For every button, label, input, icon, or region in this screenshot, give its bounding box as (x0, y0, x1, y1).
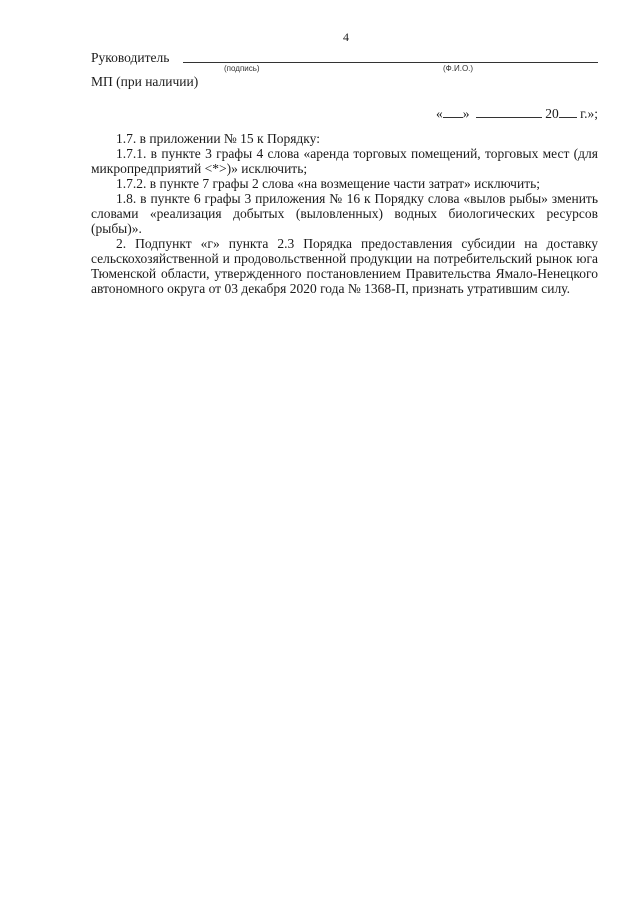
paragraph-2: 2. Подпункт «г» пункта 2.3 Порядка предоставления субсидии на доставку сельскохозяйственной и продовольственной продукции на потребительский рынок юга Тюменской области, утвержденного постановлением Правительства Ямало-Ненецкого автономного округа от 03 декабря 2020 года № 1368-П, признать утратившим силу. (91, 236, 598, 296)
paragraph-1-7: 1.7. в приложении № 15 к Порядку: (116, 131, 320, 146)
paragraph-1-7-2: 1.7.2. в пункте 7 графы 2 слова «на возмещение части затрат» исключить; (116, 176, 540, 191)
close-quote: » (462, 106, 470, 121)
date-suffix: г.»; (580, 106, 598, 121)
body-text (91, 131, 598, 296)
month-blank (476, 105, 542, 118)
page-number: 4 (343, 30, 349, 44)
signature-line (183, 62, 598, 63)
full-name-caption: (Ф.И.О.) (443, 64, 474, 73)
year-blank (559, 105, 577, 118)
seal-label: МП (при наличии) (91, 74, 199, 89)
day-blank (443, 105, 463, 118)
signature-caption: (подпись) (224, 64, 260, 73)
open-quote: « (435, 106, 443, 121)
signature-role-label: Руководитель (91, 50, 170, 65)
paragraph-1-7-1: 1.7.1. в пункте 3 графы 4 слова «аренда торговых помещений, торговых мест (для микропредприятий <*>)» исключить; (91, 146, 598, 176)
date-line (436, 105, 598, 122)
year-prefix: 20 (545, 106, 559, 121)
paragraph-1-8: 1.8. в пункте 6 графы 3 приложения № 16 к Порядку слова «вылов рыбы» зменить словами «реализация добытых (выловленных) водных биологических ресурсов (рыбы)». (91, 191, 598, 236)
